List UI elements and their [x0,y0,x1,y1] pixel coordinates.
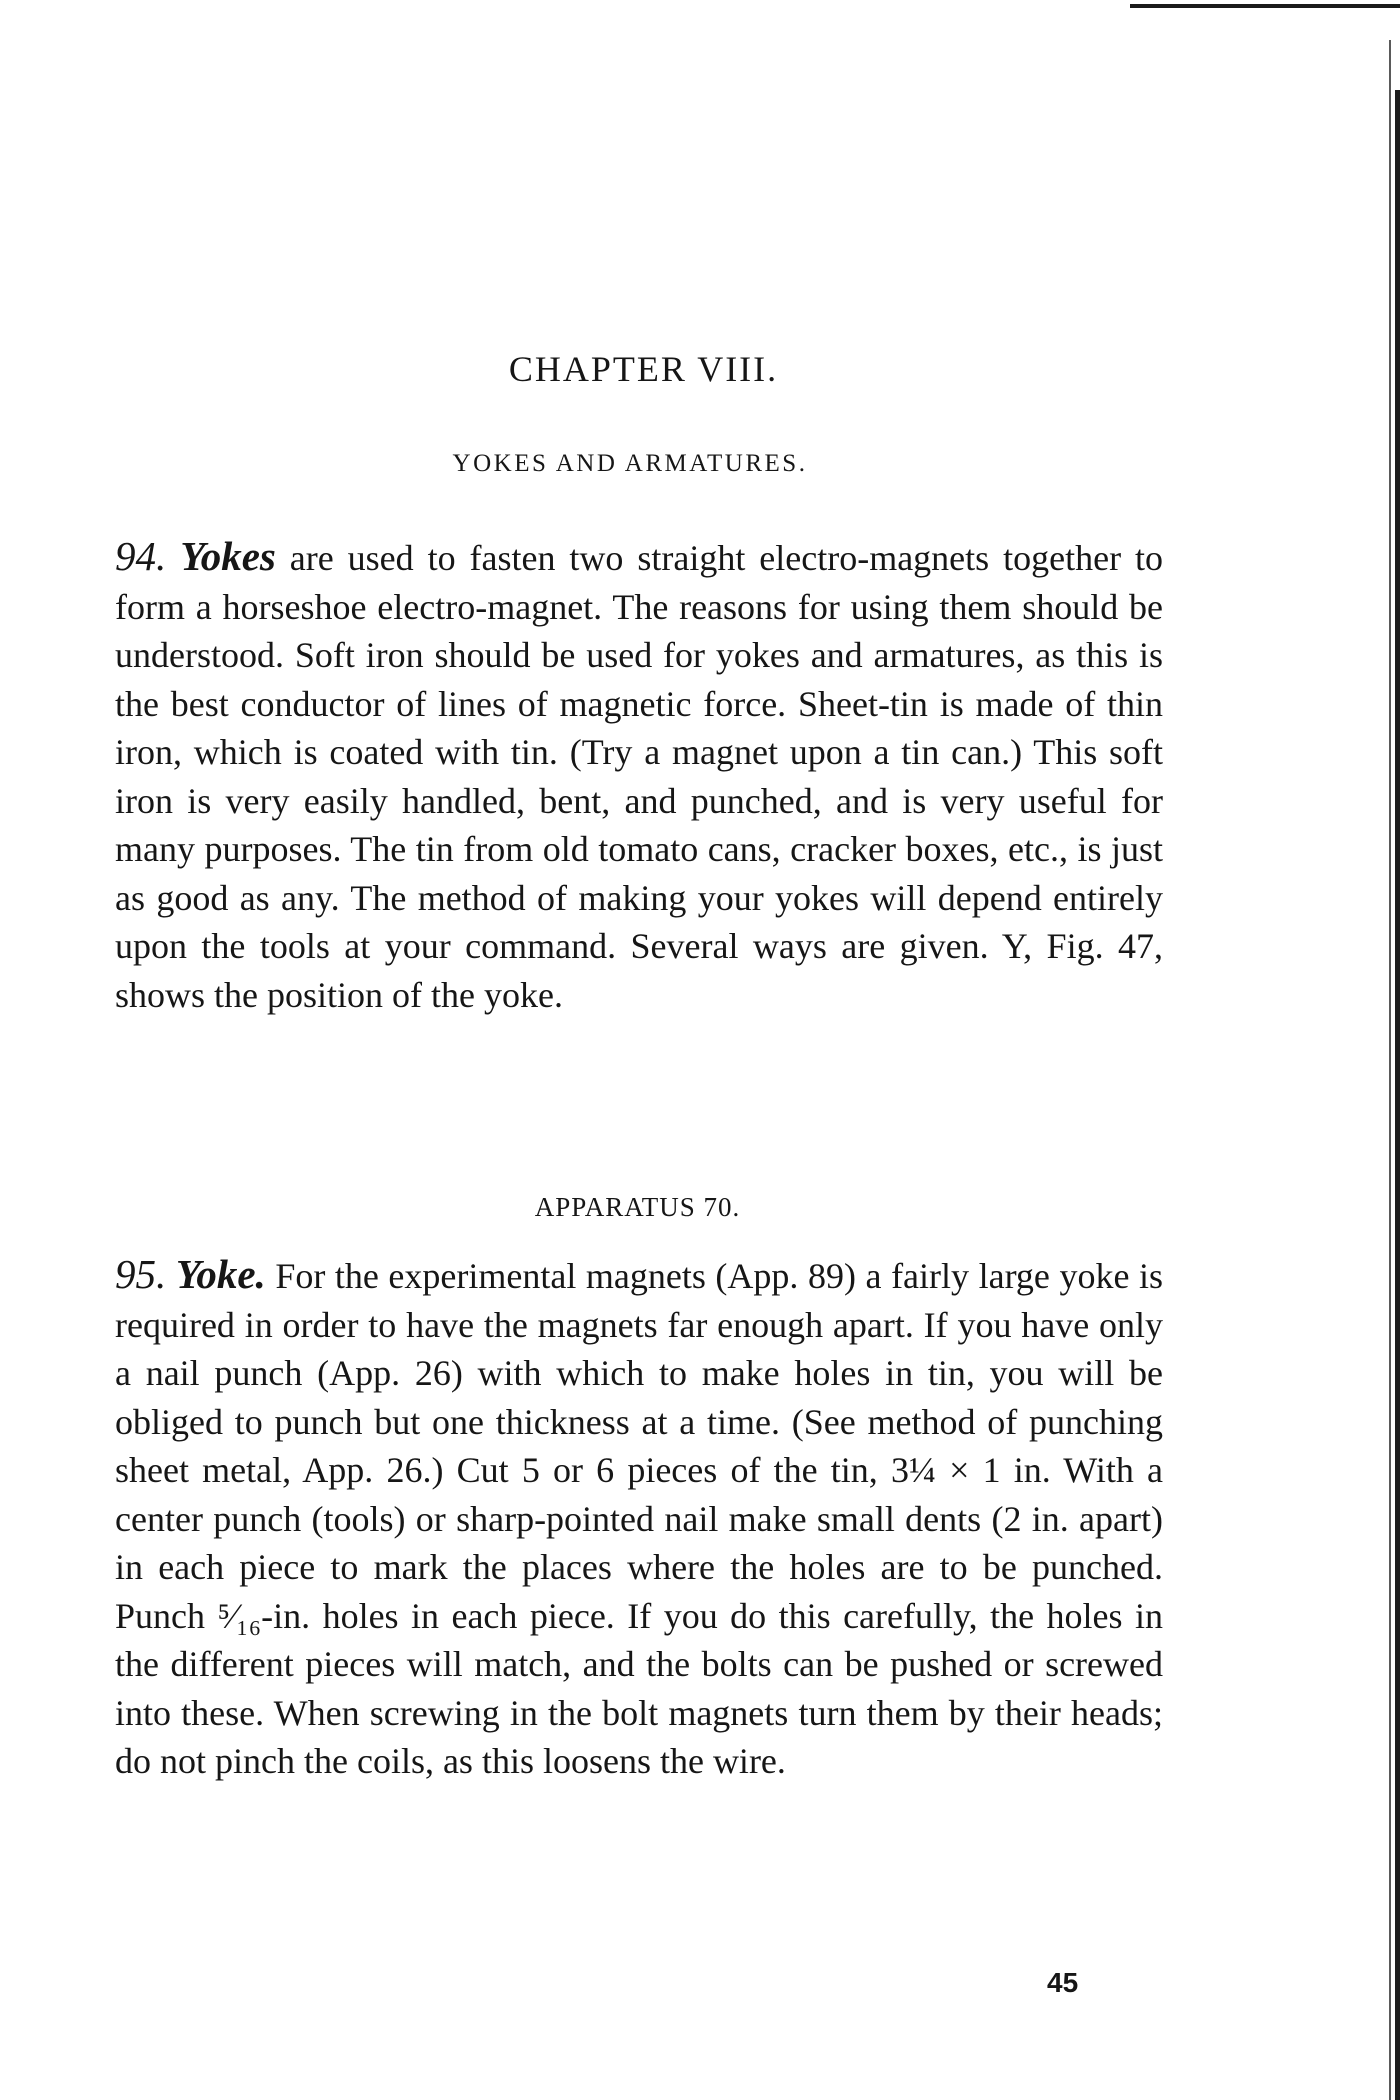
apparatus-heading: APPARATUS 70. [534,1192,741,1222]
section-title: YOKES AND ARMATURES. [452,450,808,477]
page-number: 45 [1047,1967,1079,1998]
paragraph-text: are used to fasten two straight electro-magnets together to form a horseshoe electro-magnet. The reasons for using them should be understood. Soft iron should be used for yokes and armatures, as this is the best conductor of lines of magnetic force. Sheet-tin is made of thin iron, which is coated with tin. (Try a magnet upon a tin can.) This soft iron is very easily handled, bent, and punched, and is very useful for many purposes. The tin from old tomato cans, cracker boxes, etc., is just as good as any. The method of making your yokes will depend entirely upon the tools at your command. Several ways are given. Y, Fig. 47, shows the position of the yoke. [115,538,1163,1015]
paragraph-text: For the experimental magnets (App. 89) a fairly large yoke is required in order to have the magnets far enough apart. If you have only a nail punch (App. 26) with which to make holes in tin, you will be obliged to punch but one thickness at a time. (See method of punching sheet metal, App. 26.) Cut 5 or 6 pieces of the tin, 3¼ × 1 in. With a center punch (tools) or sharp-pointed nail make small dents (2 in. apart) in each piece to mark the places where the holes are to be punched. Punch ⁵⁄₁₆-in. holes in each piece. If you do this carefully, the holes in the different pieces will match, and the bolts can be pushed or screwed into these. When screwing in the bolt magnets turn them by their heads; do not pinch the coils, as this loosens the wire. [115,1256,1163,1781]
chapter-title: CHAPTER VIII. [508,349,779,389]
page-edge-top [1130,4,1400,8]
paragraph-94 [115,532,1163,1019]
paragraph-heading: Yoke. [175,1251,266,1297]
paragraph-number: 94. [115,533,167,579]
paragraph-heading: Yokes [180,533,276,579]
paragraph-95 [115,1250,1163,1786]
page-edge-right [1395,90,1400,2100]
paragraph-number: 95. [115,1251,167,1297]
page-edge-shadow [1389,40,1391,2100]
